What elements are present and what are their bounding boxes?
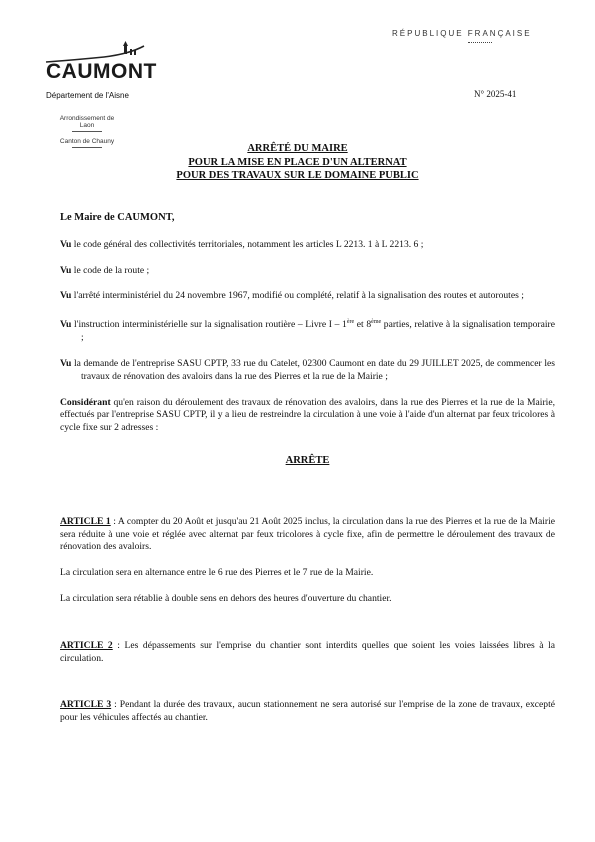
arrondissement-block <box>56 115 118 136</box>
considerant-paragraph: Considérant qu'en raison du déroulement des travaux de rénovation des avaloirs, dans la rue des Pierres et la rue de la Mairie, effectués par l'entreprise SASU CPTP, il y a lieu de restreindre la circulation à une voie à l'aide d'un alternat par feux tricolores à cycle fixe sur 2 adresses : <box>60 396 555 434</box>
decree-title <box>0 142 595 183</box>
divider <box>72 131 102 132</box>
canton-label: Canton de Chauny <box>59 138 115 145</box>
article-1-paragraph-3: La circulation sera rétablie à double sens en dehors des heures d'ouverture du chantier. <box>60 592 392 604</box>
mayor-heading: Le Maire de CAUMONT, <box>60 212 175 223</box>
article-1-paragraph-2: La circulation sera en alternance entre le 6 rue des Pierres et le 7 rue de la Mairie. <box>60 567 374 579</box>
divider <box>468 42 492 43</box>
logo-wordmark: CAUMONT <box>46 60 157 83</box>
title-line-3: POUR DES TRAVAUX SUR LE DOMAINE PUBLIC <box>176 170 419 181</box>
article-3: ARTICLE 3 : Pendant la durée des travaux, aucun stationnement ne sera autorisé sur l'emprise de la zone de travaux, excepté pour les véhicules affectés au chantier. <box>60 699 556 724</box>
municipality-logo <box>44 40 174 90</box>
arrete-heading: ARRÊTE <box>285 454 330 466</box>
vu-paragraph: Vu le code de la route ; <box>60 264 150 276</box>
title-line-1: ARRÊTÉ DU MAIRE <box>247 143 348 154</box>
title-line-2: POUR LA MISE EN PLACE D'UN ALTERNAT <box>188 156 407 168</box>
article-2: ARTICLE 2 : Les dépassements sur l'emprise du chantier sont interdits quelles que soient les voies laissées libres à la circulation. <box>60 639 555 664</box>
decree-body <box>60 212 555 738</box>
vu-paragraph: Vu le code général des collectivités territoriales, notamment les articles L 2213. 1 à L 2213. 6 ; <box>60 238 424 250</box>
vu-paragraph: Vu la demande de l'entreprise SASU CPTP, 33 rue du Catelet, 02300 Caumont en date du 29 JUILLET 2025, de commencer les travaux de rénovation des avaloirs dans la rue des Pierres et la rue de la Mairie ; <box>60 357 555 382</box>
article-1: ARTICLE 1 : A compter du 20 Août et jusqu'au 21 Août 2025 inclus, la circulation dans la rue des Pierres et la rue de la Mairie sera réduite à une voie et réglée avec alternat par feux tricolores à cycle fixe, afin de permettre le déroulement des travaux de rénovation des avaloirs. <box>60 515 555 553</box>
vu-paragraph: Vu l'arrêté interministériel du 24 novembre 1967, modifié ou complété, relatif à la signalisation des routes et autoroutes ; <box>60 290 524 302</box>
arrondissement-label: Arrondissement de Laon <box>59 115 115 129</box>
department-label: Département de l'Aisne <box>46 91 129 100</box>
vu-paragraph: Vu l'instruction interministérielle sur la signalisation routière – Livre I – 1ère et 8ème parties, relative à la signalisation temporaire ; <box>60 319 555 344</box>
republic-label: RÉPUBLIQUE FRANÇAISE <box>392 29 532 38</box>
decree-number: N° 2025-41 <box>474 89 517 99</box>
